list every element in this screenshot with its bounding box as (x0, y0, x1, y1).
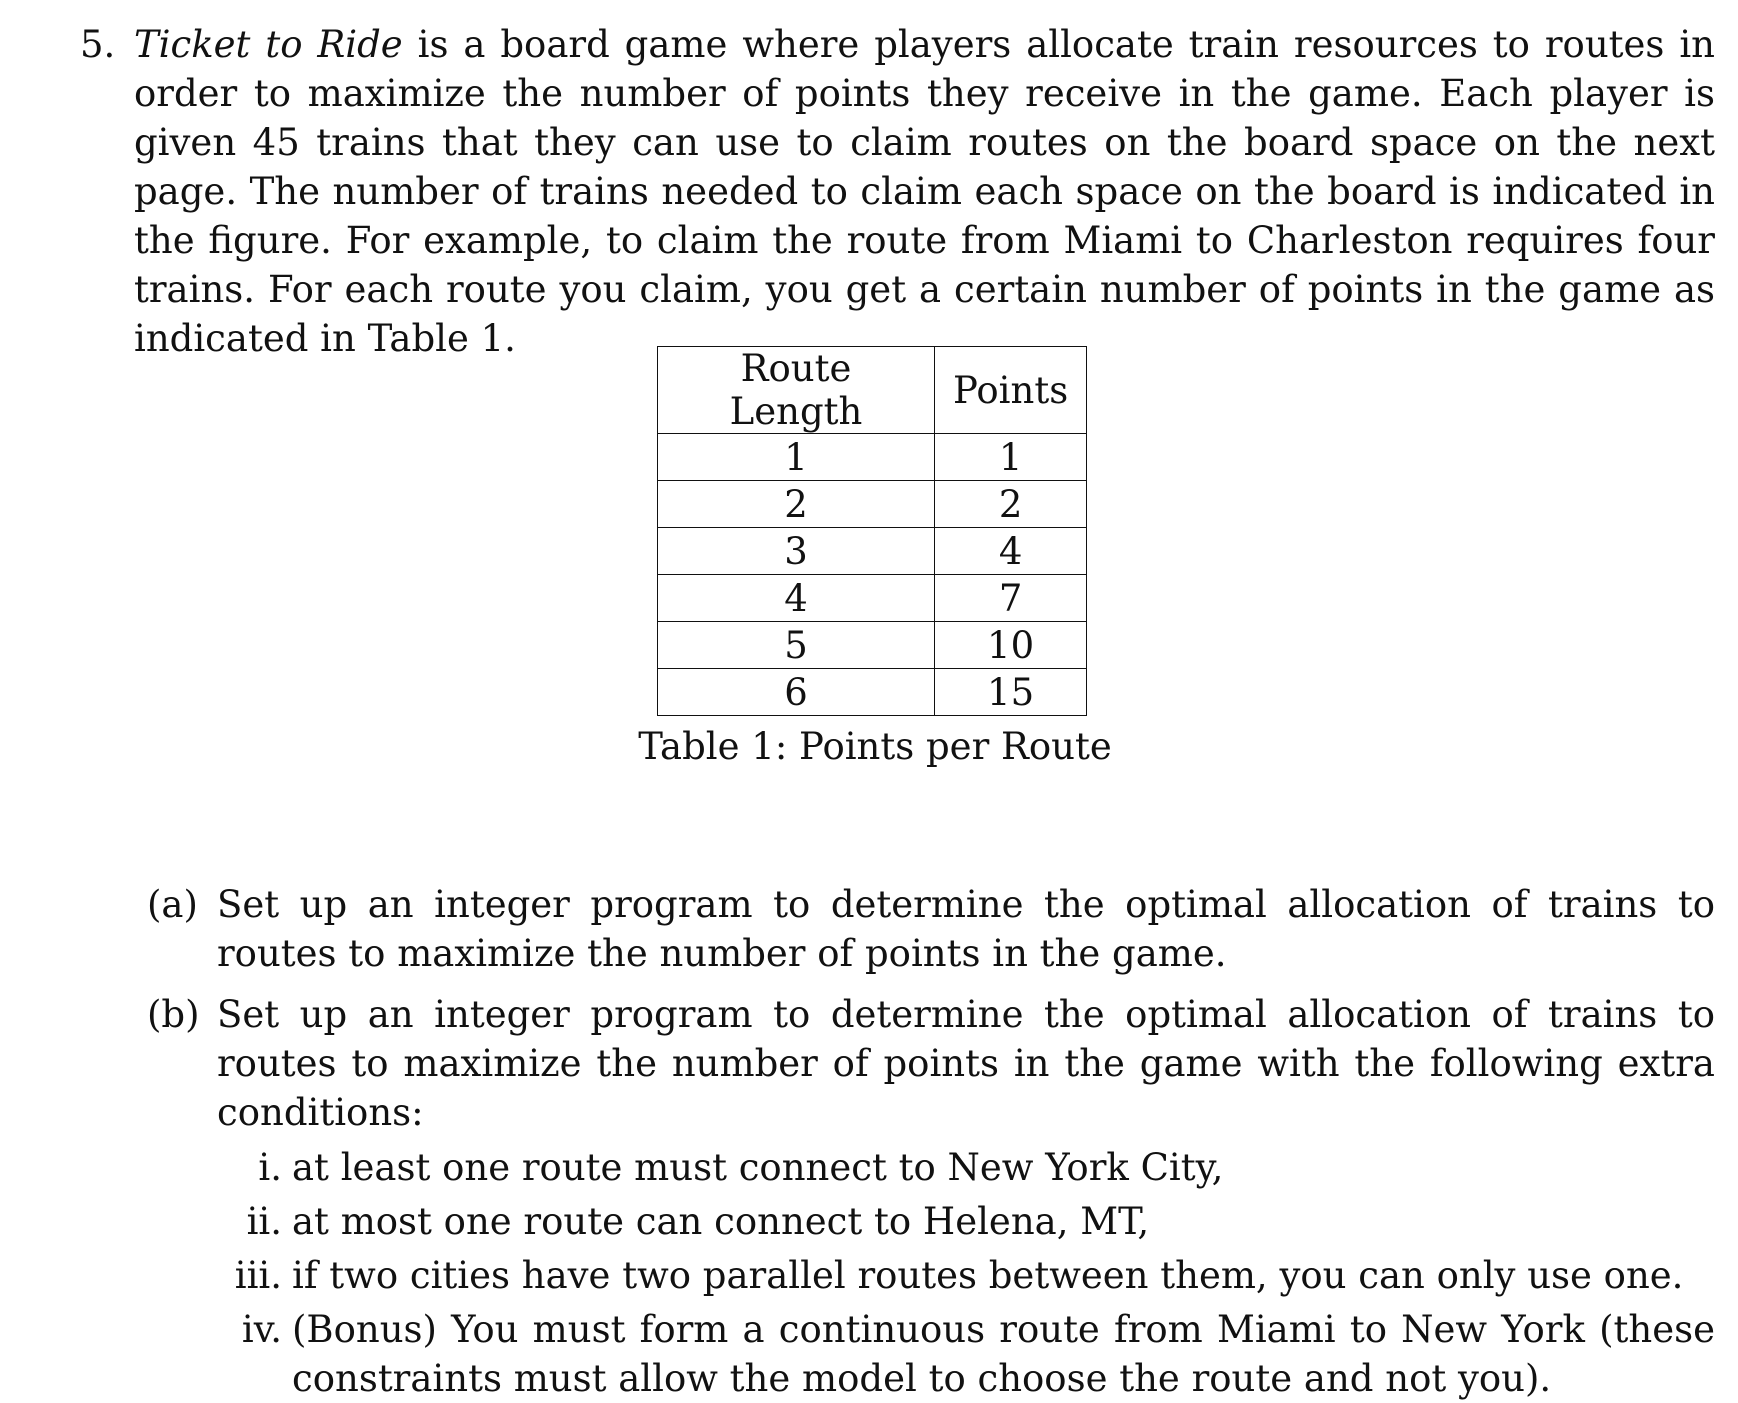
problem-statement (80, 20, 1715, 363)
points-per-route-table (657, 346, 1087, 716)
condition-item (147, 1251, 1715, 1300)
condition-text: if two cities have two parallel routes between them, you can only use one. (292, 1254, 1684, 1297)
points-cell: 15 (935, 669, 1087, 716)
condition-text: (Bonus) You must form a continuous route from Miami to New York (these constraints must allow the model to choose the route and not you). (292, 1308, 1715, 1400)
table-row (658, 528, 1087, 575)
part-text: Set up an integer program to determine the optimal allocation of trains to routes to maximize the number of points in the game. (217, 883, 1715, 975)
condition-item (147, 1197, 1715, 1246)
points-table-container (657, 346, 1087, 716)
route-length-cell: 1 (658, 434, 935, 481)
part-text: Set up an integer program to determine the optimal allocation of trains to routes to maximize the number of points in the game with the following extra conditions: (217, 993, 1715, 1134)
points-cell: 7 (935, 575, 1087, 622)
question-parts (147, 880, 1715, 1403)
game-title: Ticket to Ride (134, 23, 403, 66)
table-caption: Table 1: Points per Route (638, 725, 1112, 768)
part-b (147, 990, 1715, 1137)
points-cell: 4 (935, 528, 1087, 575)
condition-label: ii. (246, 1200, 282, 1243)
points-cell: 1 (935, 434, 1087, 481)
table-row (658, 575, 1087, 622)
condition-text: at most one route can connect to Helena, MT, (292, 1200, 1150, 1243)
table-row (658, 434, 1087, 481)
column-header-points: Points (935, 347, 1087, 434)
condition-label: i. (258, 1146, 282, 1189)
table-row (658, 481, 1087, 528)
part-b-conditions (147, 1143, 1715, 1403)
table-row (658, 669, 1087, 716)
condition-item (147, 1143, 1715, 1192)
route-length-cell: 3 (658, 528, 935, 575)
route-length-cell: 5 (658, 622, 935, 669)
route-length-cell: 2 (658, 481, 935, 528)
part-label: (b) (147, 993, 200, 1036)
route-length-cell: 6 (658, 669, 935, 716)
table-row (658, 622, 1087, 669)
part-label: (a) (147, 883, 198, 926)
condition-text: at least one route must connect to New York City, (292, 1146, 1224, 1189)
points-cell: 2 (935, 481, 1087, 528)
route-length-cell: 4 (658, 575, 935, 622)
problem-intro (134, 20, 1715, 363)
problem-number: 5. (80, 23, 116, 66)
table-header-row (658, 347, 1087, 434)
points-cell: 10 (935, 622, 1087, 669)
condition-label: iii. (234, 1254, 282, 1297)
condition-item (147, 1305, 1715, 1403)
condition-label: iv. (241, 1308, 282, 1351)
column-header-route-length: Route Length (658, 347, 935, 434)
intro-text: is a board game where players allocate train resources to routes in order to maximize the number of points they receive in the game. Each player is given 45 trains that they can use to claim routes on the board space on the next page. The number of trains needed to claim each space on the board is indicated in the figure. For example, to claim the route from Miami to Charleston requires four trains. For each route you claim, you get a certain number of points in the game as indicated in Table 1. (134, 23, 1715, 360)
part-a (147, 880, 1715, 978)
